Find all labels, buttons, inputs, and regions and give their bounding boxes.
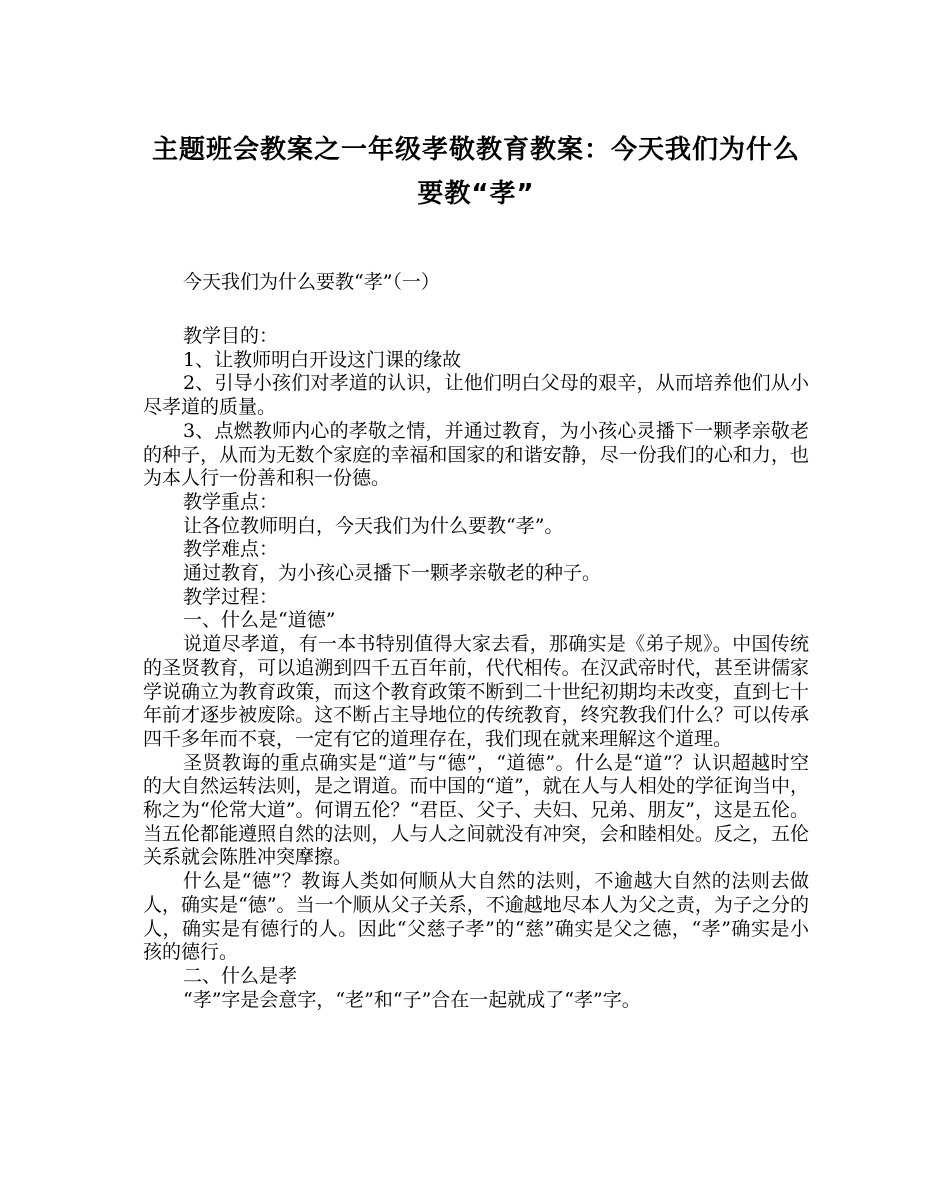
document-page [143, 128, 809, 1012]
paragraph-dao: 圣贤教诲的重点确实是“道”与“德”，“道德”。什么是“道”？认识超越时空的大自然运转法则，是之谓道。而中国的“道”，就在人与人相处的学征询当中，称之为“伦常大道”。何谓五伦？“君臣、父子、夫妇、兄弟、朋友”，这是五伦。当五伦都能遵照自然的法则，人与人之间就没有冲突，会和睦相处。反之，五伦关系就会陈胜冲突摩擦。 [143, 751, 809, 869]
goal-item-3: 3、点燃教师内心的孝敬之情，并通过教育，为小孩心灵播下一颗孝亲敬老的种子，从而为无数个家庭的幸福和国家的和谐安静，尽一份我们的心和力，也为本人行一份善和积一份德。 [143, 419, 809, 490]
heading-key-points: 教学重点： [183, 490, 279, 513]
title-line-2: 要教“孝” [417, 179, 535, 209]
paragraph-de: 什么是“德”？教诲人类如何顺从大自然的法则，不逾越大自然的法则去做人，确实是“德”。当一个顺从父子关系，不逾越地尽本人为父之责，为子之分的人，确实是有德行的人。因此“父慈子孝”的“慈”确实是父之德，“孝”确实是小孩的德行。 [143, 870, 809, 964]
section-heading-filial-piety: 二、什么是孝 [183, 964, 298, 987]
title-line-1: 主题班会教案之一年级孝敬教育教案：今天我们为什么 [151, 135, 800, 165]
paragraph-xiao-character: “孝”字是会意字，“老”和“子”合在一起就成了“孝”字。 [183, 988, 641, 1011]
goal-item-2: 2、引导小孩们对孝道的认识，让他们明白父母的艰辛，从而培养他们从小尽孝道的质量。 [143, 372, 809, 419]
paragraph-dizigui: 说道尽孝道，有一本书特别值得大家去看，那确实是《弟子规》。中国传统的圣贤教育，可以追溯到四千五百年前，代代相传。在汉武帝时代，甚至讲儒家学说确立为教育政策，而这个教育政策不断到二十世纪初期均未改变，直到七十年前才逐步被废除。这不断占主导地位的传统教育，终究教我们什么？可以传承四千多年而不衰，一定有它的道理存在，我们现在就来理解这个道理。 [143, 633, 809, 750]
heading-process: 教学过程： [183, 585, 279, 608]
heading-difficulties: 教学难点： [183, 538, 279, 561]
document-title [143, 128, 809, 216]
section-heading-morality: 一、什么是“道德” [183, 609, 336, 632]
goal-item-1: 1、让教师明白开设这门课的缘故 [183, 348, 462, 371]
document-body [143, 325, 809, 1012]
section-subtitle: 今天我们为什么要教“孝”（一） [183, 271, 440, 293]
difficulties-text: 通过教育，为小孩心灵播下一颗孝亲敬老的种子。 [183, 562, 602, 585]
key-points-text: 让各位教师明白，今天我们为什么要教“孝”。 [183, 514, 564, 537]
heading-teaching-goals: 教学目的： [183, 325, 279, 347]
